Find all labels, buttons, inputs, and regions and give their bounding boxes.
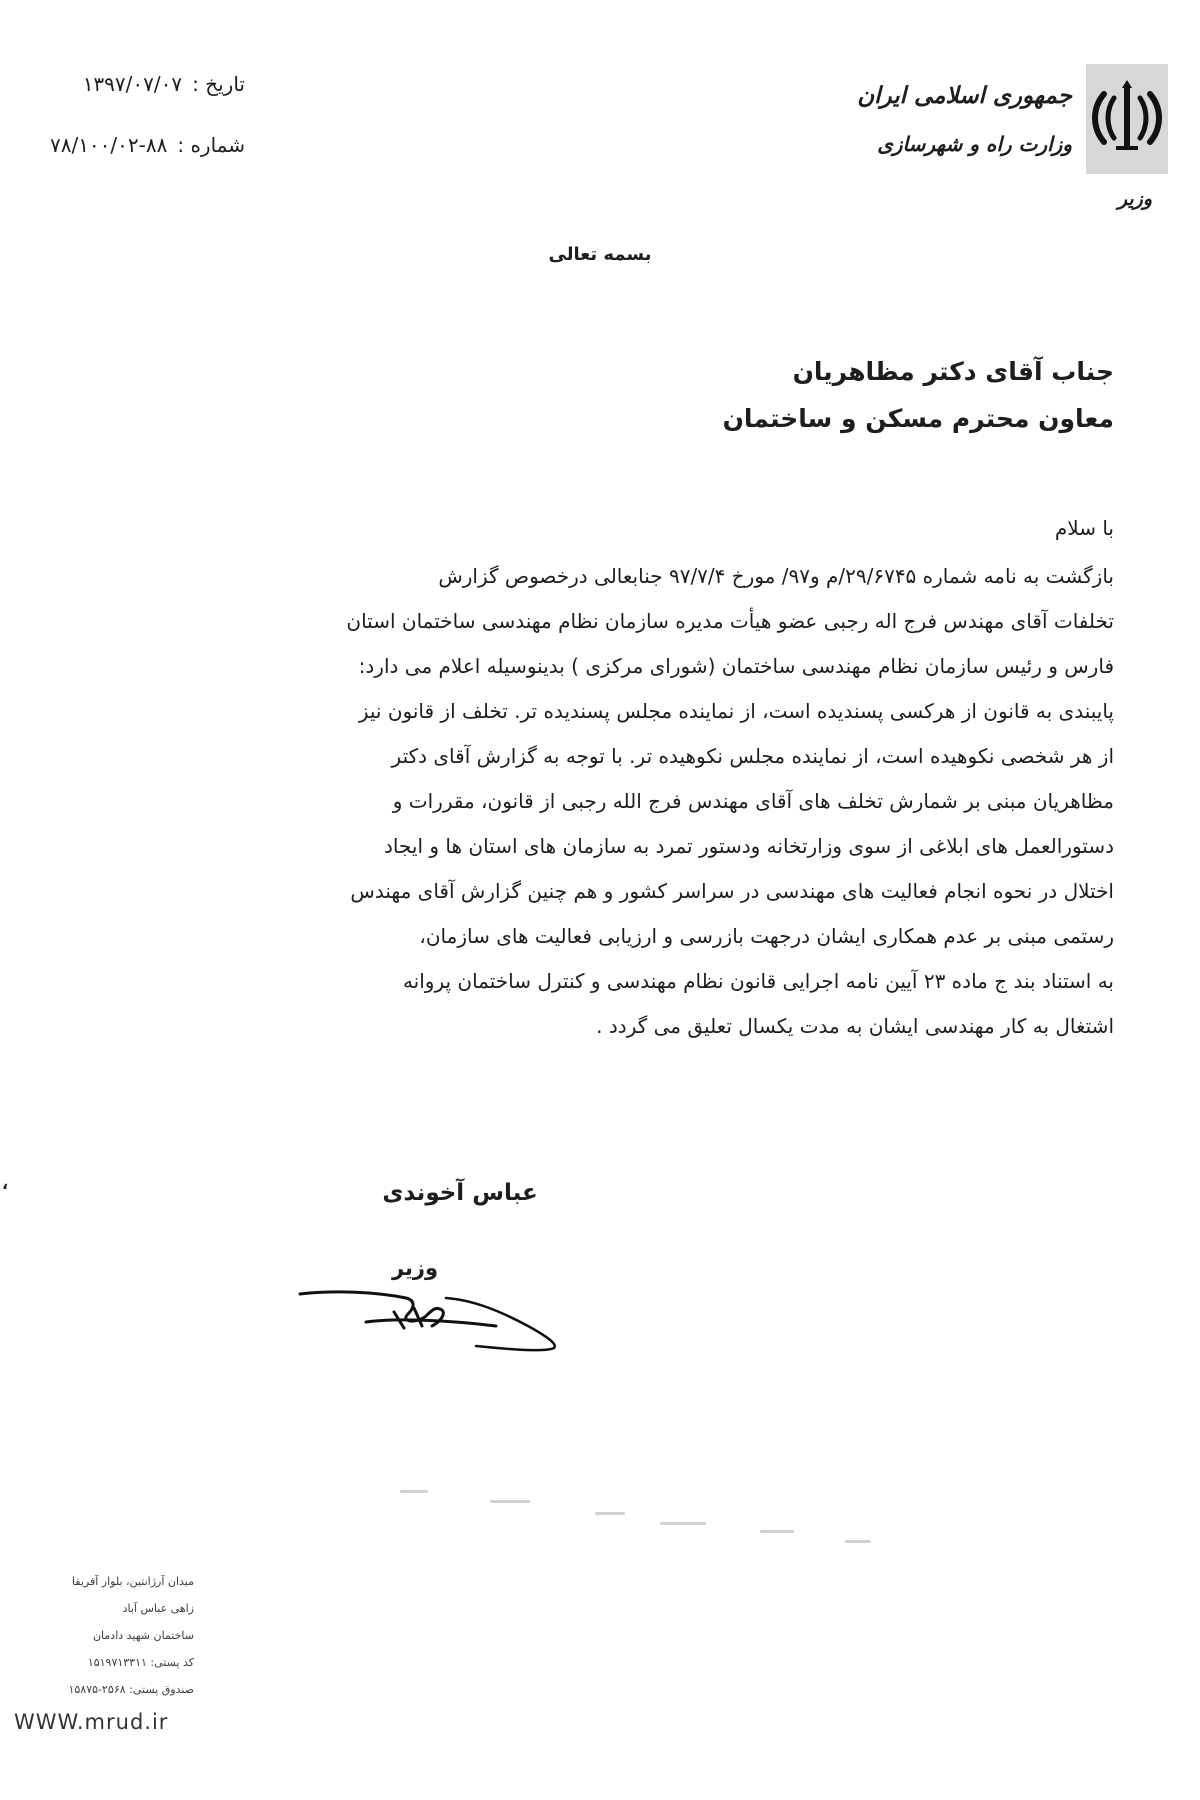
footer-address-line: کد پستی: ۱۵۱۹۷۱۳۳۱۱ bbox=[87, 1656, 194, 1669]
body-line: بازگشت به نامه شماره ۲۹/۶۷۴۵/م و۹۷/ مورخ ۹۷/۷/۴ جنابعالی درخصوص گزارش bbox=[438, 564, 1114, 588]
greeting: با سلام bbox=[1054, 516, 1114, 540]
scan-speck bbox=[760, 1530, 794, 1533]
footer-address-line: میدان آرژانتین، بلوار آفریقا bbox=[71, 1575, 194, 1588]
recipient-name: جناب آقای دکتر مظاهریان bbox=[792, 357, 1114, 386]
number-label: شماره : bbox=[177, 133, 245, 157]
scan-edge-mark: ، bbox=[2, 1174, 9, 1193]
government-name: جمهوری اسلامی ایران bbox=[857, 82, 1072, 109]
body-line: از هر شخصی نکوهیده است، از نماینده مجلس نکوهیده تر. با توجه به گزارش آقای دکتر bbox=[391, 744, 1114, 768]
footer-address-line: زاهی عباس آباد bbox=[122, 1602, 194, 1615]
body-line: به استناد بند ج ماده ۲۳ آیین نامه اجرایی قانون نظام مهندسی و کنترل ساختمان پروانه bbox=[402, 969, 1114, 993]
body-line: مظاهریان مبنی بر شمارش تخلف های آقای مهندس فرج الله رجبی از قانون، مقررات و bbox=[392, 789, 1114, 813]
recipient-title: معاون محترم مسکن و ساختمان bbox=[722, 404, 1114, 433]
iran-emblem-icon bbox=[1086, 64, 1168, 174]
body-line: تخلفات آقای مهندس فرج اله رجبی عضو هیأت مدیره سازمان نظام مهندسی ساختمان استان bbox=[346, 609, 1114, 633]
scan-speck bbox=[845, 1540, 871, 1543]
body-line: دستورالعمل های ابلاغی از سوی وزارتخانه ودستور تمرد به سازمان های استان ها و ایجاد bbox=[384, 834, 1114, 858]
header-role: وزیر bbox=[1117, 188, 1152, 210]
signer-role: وزیر bbox=[391, 1256, 439, 1280]
scan-speck bbox=[595, 1512, 625, 1515]
ministry-name: وزارت راه و شهرسازی bbox=[877, 132, 1072, 156]
footer-website-link[interactable]: WWW.mrud.ir bbox=[14, 1710, 169, 1734]
handwritten-signature bbox=[296, 1288, 576, 1368]
signer-name: عباس آخوندی bbox=[382, 1180, 538, 1206]
number-value: ۸۸-۷۸/۱۰۰/۰۲ bbox=[49, 133, 168, 157]
body-line: اختلال در نحوه انجام فعالیت های مهندسی در سراسر کشور و هم چنین گزارش آقای مهندس bbox=[350, 879, 1114, 903]
footer-address-line: صندوق پستی: ۲۵۶۸-۱۵۸۷۵ bbox=[68, 1683, 194, 1696]
scan-speck bbox=[400, 1490, 428, 1493]
scan-speck bbox=[660, 1522, 706, 1525]
letter-number bbox=[5, 133, 245, 157]
footer-address bbox=[14, 1568, 194, 1703]
scan-speck bbox=[490, 1500, 530, 1503]
date-label: تاریخ : bbox=[192, 72, 245, 96]
letter-date bbox=[5, 72, 245, 96]
letter-body bbox=[184, 554, 1114, 1049]
body-line: پایبندی به قانون از هرکسی پسندیده است، از نماینده مجلس پسندیده تر. تخلف از قانون نیز bbox=[358, 699, 1114, 723]
date-value: ۱۳۹۷/۰۷/۰۷ bbox=[82, 72, 183, 96]
emblem-graphic bbox=[1090, 76, 1164, 160]
body-line: رستمی مبنی بر عدم همکاری ایشان درجهت بازرسی و ارزیابی فعالیت های سازمان، bbox=[419, 924, 1114, 948]
footer-address-line: ساختمان شهید دادمان bbox=[92, 1629, 194, 1642]
body-line: فارس و رئیس سازمان نظام مهندسی ساختمان (شورای مرکزی ) بدینوسیله اعلام می دارد: bbox=[358, 654, 1114, 678]
body-line: اشتغال به کار مهندسی ایشان به مدت یکسال تعلیق می گردد . bbox=[596, 1014, 1114, 1038]
invocation: بسمه تعالی bbox=[548, 244, 652, 265]
